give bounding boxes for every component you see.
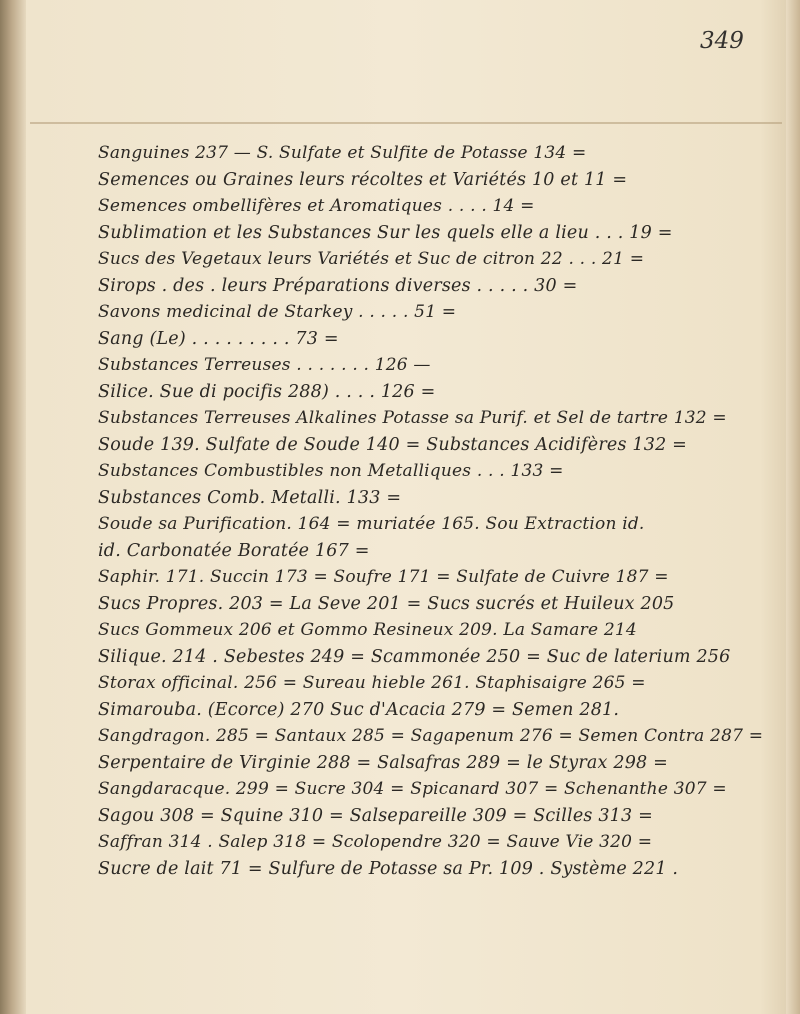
index-entry: id. Carbonatée Boratée 167 =: [98, 540, 370, 561]
index-entry: Substances Comb. Metalli. 133 =: [98, 487, 402, 508]
page-edge: [786, 0, 800, 1014]
index-entry: Serpentaire de Virginie 288 = Salsafras 289 = le Styrax 298 =: [98, 752, 669, 773]
index-entry: Sanguines 237 — S. Sulfate et Sulfite de Potasse 134 =: [98, 143, 587, 163]
index-entry: Soude sa Purification. 164 = muriatée 165. Sou Extraction id.: [98, 514, 645, 534]
index-entries: [98, 140, 788, 882]
index-entry: Semences ou Graines leurs récoltes et Variétés 10 et 11 =: [98, 169, 628, 190]
index-entry: Sucs Propres. 203 = La Seve 201 = Sucs sucrés et Huileux 205: [98, 593, 675, 614]
index-entry: Substances Terreuses . . . . . . . 126 —: [98, 355, 431, 375]
index-entry: Substances Combustibles non Metalliques . . . 133 =: [98, 461, 564, 481]
index-entry: Soude 139. Sulfate de Soude 140 = Substances Acidifères 132 =: [98, 434, 688, 455]
fold-line: [30, 122, 782, 124]
index-entry: Sublimation et les Substances Sur les quels elle a lieu . . . 19 =: [98, 222, 673, 243]
index-entry: Savons medicinal de Starkey . . . . . 51 =: [98, 302, 457, 322]
index-entry: Semences ombellifères et Aromatiques . . . . 14 =: [98, 196, 535, 216]
index-entry: Sangdragon. 285 = Santaux 285 = Sagapenum 276 = Semen Contra 287 =: [98, 726, 764, 746]
index-entry: Saphir. 171. Succin 173 = Soufre 171 = Sulfate de Cuivre 187 =: [98, 567, 669, 587]
binding-gutter: [0, 0, 26, 1014]
index-entry: Sucs des Vegetaux leurs Variétés et Suc de citron 22 . . . 21 =: [98, 249, 645, 269]
index-entry: Sucs Gommeux 206 et Gommo Resineux 209. La Samare 214: [98, 620, 637, 640]
index-entry: Substances Terreuses Alkalines Potasse sa Purif. et Sel de tartre 132 =: [98, 408, 727, 428]
index-entry: Sagou 308 = Squine 310 = Salsepareille 309 = Scilles 313 =: [98, 805, 653, 826]
index-entry: Storax officinal. 256 = Sureau hieble 261. Staphisaigre 265 =: [98, 673, 646, 693]
index-entry: Saffran 314 . Salep 318 = Scolopendre 320 = Sauve Vie 320 =: [98, 832, 653, 852]
index-entry: Simarouba. (Ecorce) 270 Suc d'Acacia 279 = Semen 281.: [98, 699, 620, 720]
index-entry: Silice. Sue di pocifis 288) . . . . 126 =: [98, 381, 436, 402]
index-entry: Sang (Le) . . . . . . . . . 73 =: [98, 328, 339, 349]
index-entry: Silique. 214 . Sebestes 249 = Scammonée 250 = Suc de laterium 256: [98, 646, 731, 667]
index-entry: Sucre de lait 71 = Sulfure de Potasse sa Pr. 109 . Système 221 .: [98, 858, 679, 879]
index-entry: Sangdaracque. 299 = Sucre 304 = Spicanard 307 = Schenanthe 307 =: [98, 779, 727, 799]
index-entry: Sirops . des . leurs Préparations diverses . . . . . 30 =: [98, 275, 578, 296]
page-number: 349: [700, 28, 744, 54]
